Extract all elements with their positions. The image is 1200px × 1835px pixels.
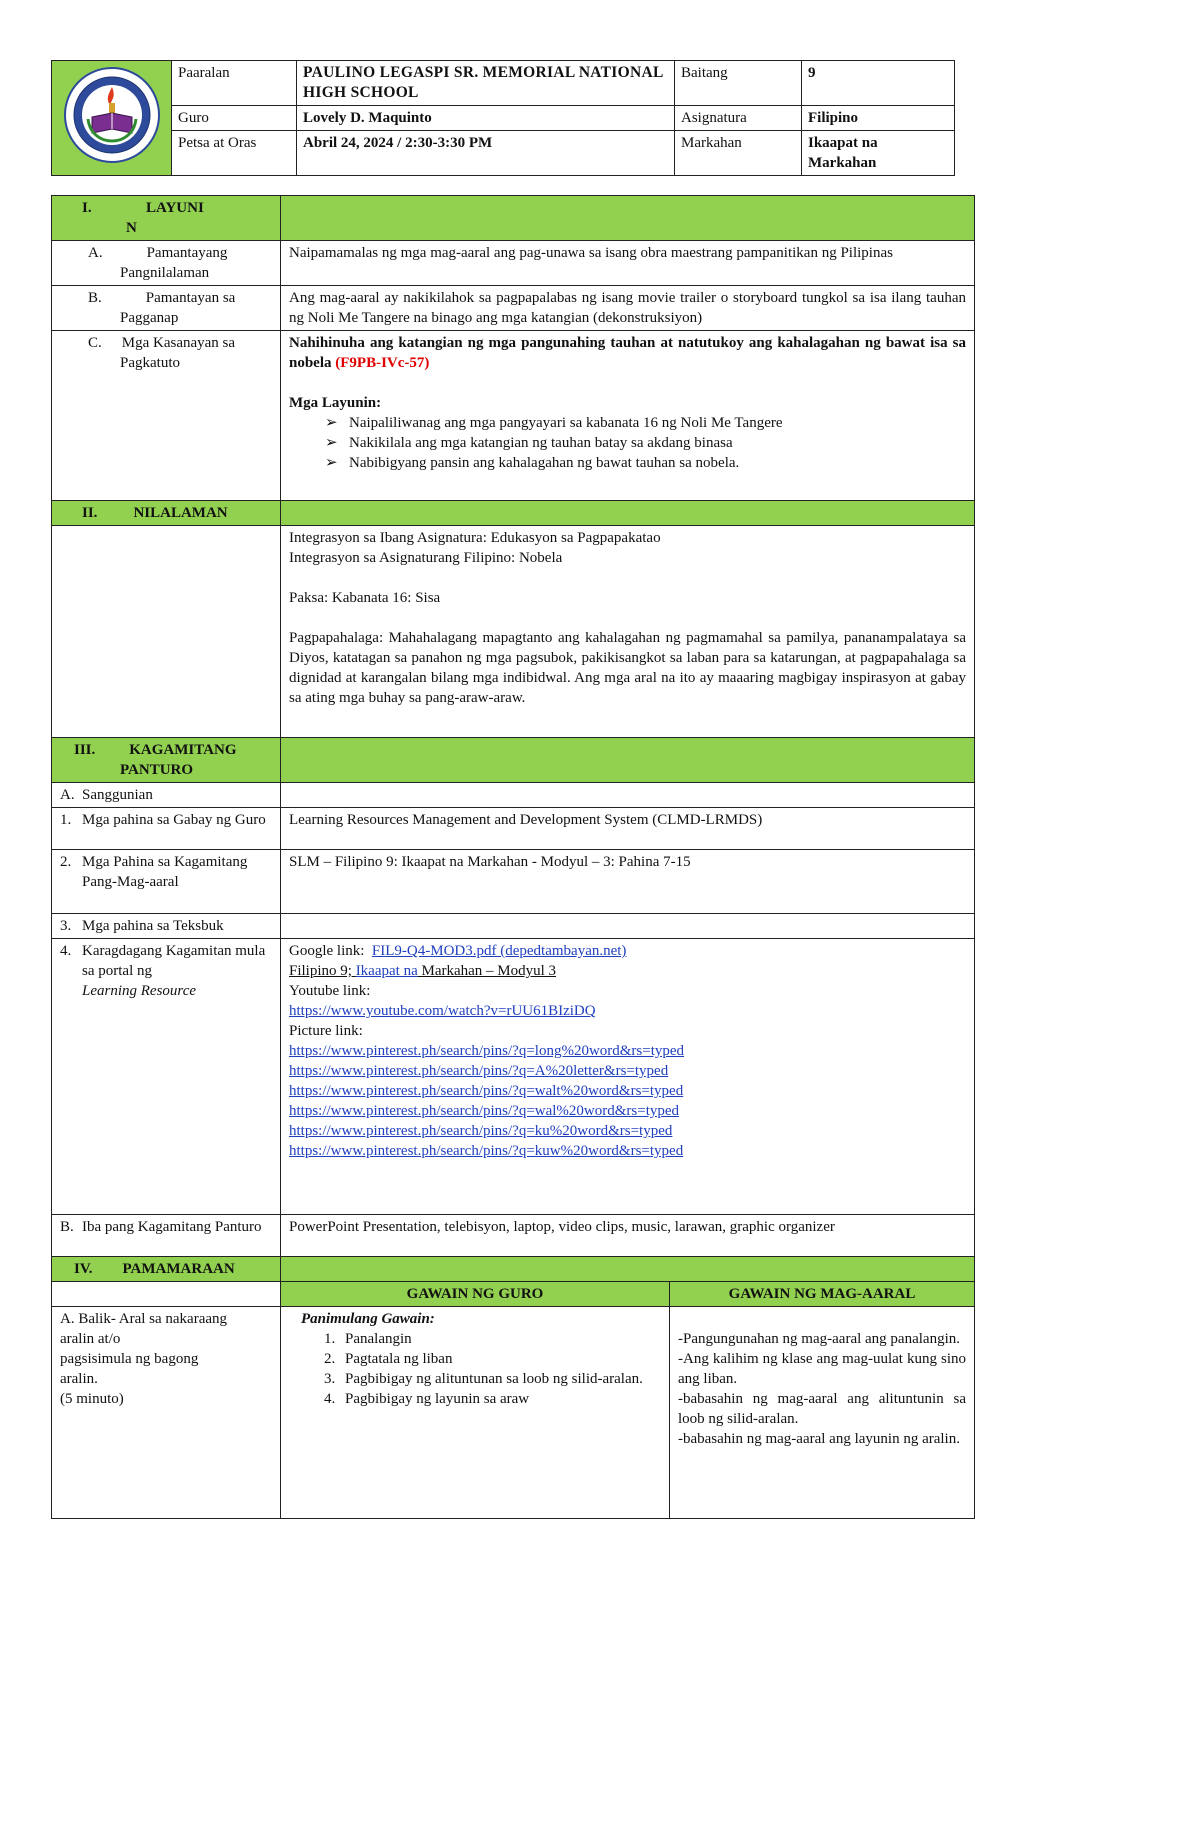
objectives-list bbox=[289, 413, 966, 473]
integrasyon-filipino: Integrasyon sa Asignaturang Filipino: Nobela bbox=[289, 550, 563, 566]
paaralan-label: Paaralan bbox=[172, 61, 297, 106]
markahan-label: Markahan bbox=[675, 131, 802, 176]
guro-step: 3. Pagbibigay ng alituntunan sa loob ng silid-aralan. bbox=[339, 1369, 661, 1389]
section-number: I. bbox=[82, 200, 92, 216]
label-number: 4. bbox=[60, 943, 72, 959]
label-text: Pamantayan sa bbox=[145, 290, 236, 306]
gawain-guro-header: GAWAIN NG GURO bbox=[281, 1282, 670, 1307]
gawain-mag-aaral-header: GAWAIN NG MAG-AARAL bbox=[670, 1282, 975, 1307]
section-pamamaraan-filler bbox=[281, 1257, 975, 1282]
sanggunian-label bbox=[52, 783, 281, 808]
label-text-italic: Learning Resource bbox=[82, 983, 197, 999]
picture-link[interactable]: https://www.pinterest.ph/search/pins/?q=long%20word&rs=typed bbox=[289, 1043, 685, 1059]
section-number: III. bbox=[74, 742, 96, 758]
kasanayan-label bbox=[52, 331, 281, 501]
mag-aaral-step: -babasahin ng mag-aaral ang layunin ng aralin. bbox=[678, 1431, 960, 1447]
pagpapahalaga: Pagpapahalaga: Mahahalagang mapagtanto ang kahalagahan ng pagmamahal sa pamilya, pananampalataya sa Diyos, katatagan sa panahon ng mga pagsubok, pakikisangkot sa laban para sa katarungan, at pagpapahalaga sa dignidad at karangalan bilang mga indibidwal. Ang mga aral na ito ay maaaring magbigay inspirasyon at gabay sa ating mga buhay sa pang-araw-araw. bbox=[289, 630, 966, 706]
balik-aral-label bbox=[52, 1307, 281, 1519]
label-duration: (5 minuto) bbox=[60, 1391, 124, 1407]
label-text-cont: Pagganap bbox=[120, 310, 179, 326]
integrasyon-ibang-asignatura: Integrasyon sa Ibang Asignatura: Edukasyon sa Pagpapakatao bbox=[289, 530, 661, 546]
kasanayan-value bbox=[281, 331, 975, 501]
label-text: A. Balik- Aral sa nakaraang bbox=[60, 1311, 228, 1327]
section-number: IV. bbox=[74, 1261, 93, 1277]
label-text: pagsisimula ng bagong bbox=[60, 1351, 199, 1367]
label-text: aralin. bbox=[60, 1371, 98, 1387]
google-link-label: Google link: bbox=[289, 943, 365, 959]
filipino-link-part[interactable]: Filipino 9; bbox=[289, 963, 352, 979]
picture-link-label: Picture link: bbox=[289, 1023, 363, 1039]
iba-pang-kagamitan-value: PowerPoint Presentation, telebisyon, laptop, video clips, music, larawan, graphic organizer bbox=[281, 1215, 975, 1257]
sanggunian-blank bbox=[281, 783, 975, 808]
youtube-link-label: Youtube link: bbox=[289, 983, 371, 999]
section-title-cont: N bbox=[126, 220, 137, 236]
competency-code: (F9PB-IVc-57) bbox=[335, 355, 430, 371]
section-nilalaman-heading bbox=[52, 501, 281, 526]
objective-item: ➢ Naipaliliwanag ang mga pangyayari sa kabanata 16 ng Noli Me Tangere bbox=[325, 413, 966, 433]
youtube-link[interactable]: https://www.youtube.com/watch?v=rUU61BIziDQ bbox=[289, 1003, 596, 1019]
header-table bbox=[51, 60, 955, 176]
section-nilalaman-filler bbox=[281, 501, 975, 526]
guro-step: 4. Pagbibigay ng layunin sa araw bbox=[339, 1389, 661, 1409]
label-text: aralin at/o bbox=[60, 1331, 121, 1347]
label-text: Pamantayang bbox=[146, 245, 228, 261]
baitang-value: 9 bbox=[802, 61, 955, 106]
section-title: NILALAMAN bbox=[133, 505, 228, 521]
petsa-label: Petsa at Oras bbox=[172, 131, 297, 176]
mag-aaral-step: -babasahin ng mag-aaral ang alituntunin sa loob ng silid-aralan. bbox=[678, 1391, 966, 1427]
nilalaman-content bbox=[281, 526, 975, 738]
label-number: A. bbox=[88, 245, 103, 261]
guro-steps-list bbox=[289, 1329, 661, 1409]
gabay-guro-value: Learning Resources Management and Development System (CLMD-LRMDS) bbox=[281, 808, 975, 850]
label-text: Iba pang Kagamitang Panturo bbox=[82, 1219, 262, 1235]
asignatura-label: Asignatura bbox=[675, 106, 802, 131]
pamantayang-pangnilalaman-value: Naipamamalas ng mga mag-aaral ang pag-unawa sa isang obra maestrang pampanitikan ng Pilipinas bbox=[281, 241, 975, 286]
section-number: II. bbox=[82, 505, 98, 521]
mga-layunin-heading: Mga Layunin: bbox=[289, 395, 382, 411]
label-text: Karagdagang Kagamitan mula sa portal ng bbox=[82, 943, 266, 979]
picture-link[interactable]: https://www.pinterest.ph/search/pins/?q=walt%20word&rs=typed bbox=[289, 1083, 684, 1099]
picture-link[interactable]: https://www.pinterest.ph/search/pins/?q=wal%20word&rs=typed bbox=[289, 1103, 680, 1119]
label-text: Mga Kasanayan sa bbox=[121, 335, 236, 351]
section-layunin-heading bbox=[52, 196, 281, 241]
lesson-plan-table bbox=[51, 195, 975, 1519]
nilalaman-blank bbox=[52, 526, 281, 738]
section-title: KAGAMITANG bbox=[129, 742, 237, 758]
guro-step: 2. Pagtatala ng liban bbox=[339, 1349, 661, 1369]
school-logo-cell bbox=[52, 61, 172, 176]
filipino-link-part[interactable]: Ikaapat na bbox=[355, 963, 418, 979]
paaralan-value: PAULINO LEGASPI SR. MEMORIAL NATIONAL HIGH SCHOOL bbox=[297, 61, 675, 106]
karagdagang-kagamitan-links bbox=[281, 939, 975, 1215]
label-number: B. bbox=[88, 290, 102, 306]
paksa: Paksa: Kabanata 16: Sisa bbox=[289, 590, 441, 606]
guro-label: Guro bbox=[172, 106, 297, 131]
guro-step: 1. Panalangin bbox=[339, 1329, 661, 1349]
label-number: 2. bbox=[60, 854, 72, 870]
baitang-label: Baitang bbox=[675, 61, 802, 106]
pamantayang-pangnilalaman-label bbox=[52, 241, 281, 286]
google-link[interactable]: FIL9-Q4-MOD3.pdf (depedtambayan.net) bbox=[371, 943, 627, 959]
pamantayan-pagganap-value: Ang mag-aaral ay nakikilahok sa pagpapalabas ng isang movie trailer o storyboard tungkol sa isa ilang tauhan ng Noli Me Tangere na binago ang mga katangian (dekonstruksiyon) bbox=[281, 286, 975, 331]
markahan-value: Ikaapat na Markahan bbox=[802, 131, 955, 176]
pamantayan-pagganap-label bbox=[52, 286, 281, 331]
kagamitang-mag-aaral-label bbox=[52, 850, 281, 914]
label-text: Mga pahina sa Teksbuk bbox=[82, 918, 224, 934]
teksbuk-blank bbox=[281, 914, 975, 939]
label-text-cont: Pangnilalaman bbox=[120, 265, 210, 281]
school-seal-icon bbox=[62, 65, 162, 165]
label-text: Sanggunian bbox=[82, 787, 153, 803]
iba-pang-kagamitan-label bbox=[52, 1215, 281, 1257]
mag-aaral-step: -Pangungunahan ng mag-aaral ang panalangin. bbox=[678, 1331, 960, 1347]
picture-link[interactable]: https://www.pinterest.ph/search/pins/?q=A%20letter&rs=typed bbox=[289, 1063, 669, 1079]
picture-link[interactable]: https://www.pinterest.ph/search/pins/?q=ku%20word&rs=typed bbox=[289, 1123, 673, 1139]
asignatura-value: Filipino bbox=[802, 106, 955, 131]
filipino-link-part[interactable]: Markahan – Modyul 3 bbox=[421, 963, 557, 979]
kagamitang-mag-aaral-value: SLM – Filipino 9: Ikaapat na Markahan - Modyul – 3: Pahina 7-15 bbox=[281, 850, 975, 914]
label-number: B. bbox=[60, 1219, 74, 1235]
label-number: 3. bbox=[60, 918, 72, 934]
section-title: PAMAMARAAN bbox=[122, 1261, 235, 1277]
section-kagamitan-filler bbox=[281, 738, 975, 783]
guro-value: Lovely D. Maquinto bbox=[297, 106, 675, 131]
objective-item: ➢ Nakikilala ang mga katangian ng tauhan batay sa akdang binasa bbox=[325, 433, 966, 453]
picture-link[interactable]: https://www.pinterest.ph/search/pins/?q=kuw%20word&rs=typed bbox=[289, 1143, 684, 1159]
label-number: 1. bbox=[60, 812, 72, 828]
panimulang-gawain-heading: Panimulang Gawain: bbox=[301, 1311, 435, 1327]
label-text-cont: Pagkatuto bbox=[120, 355, 180, 371]
petsa-value: Abril 24, 2024 / 2:30-3:30 PM bbox=[297, 131, 675, 176]
section-title: LAYUNI bbox=[146, 200, 204, 216]
gabay-guro-label bbox=[52, 808, 281, 850]
competency-text: Nahihinuha ang katangian ng mga pangunahing tauhan at natutukoy ang kahalagahan ng bawat isa sa nobela bbox=[289, 335, 966, 371]
teksbuk-label bbox=[52, 914, 281, 939]
section-pamamaraan-heading bbox=[52, 1257, 281, 1282]
objective-item: ➢ Nabibigyang pansin ang kahalagahan ng bawat tauhan sa nobela. bbox=[325, 453, 966, 473]
gawain-guro-content bbox=[281, 1307, 670, 1519]
karagdagang-kagamitan-label bbox=[52, 939, 281, 1215]
label-number: C. bbox=[88, 335, 102, 351]
section-title-cont: PANTURO bbox=[120, 762, 194, 778]
pamamaraan-col-blank bbox=[52, 1282, 281, 1307]
label-number: A. bbox=[60, 787, 75, 803]
gawain-mag-aaral-content bbox=[670, 1307, 975, 1519]
label-text: Mga Pahina sa Kagamitang Pang-Mag-aaral bbox=[82, 854, 248, 890]
mag-aaral-step: -Ang kalihim ng klase ang mag-uulat kung sino ang liban. bbox=[678, 1351, 966, 1387]
section-layunin-filler bbox=[281, 196, 975, 241]
section-kagamitan-heading bbox=[52, 738, 281, 783]
label-text: Mga pahina sa Gabay ng Guro bbox=[82, 812, 266, 828]
